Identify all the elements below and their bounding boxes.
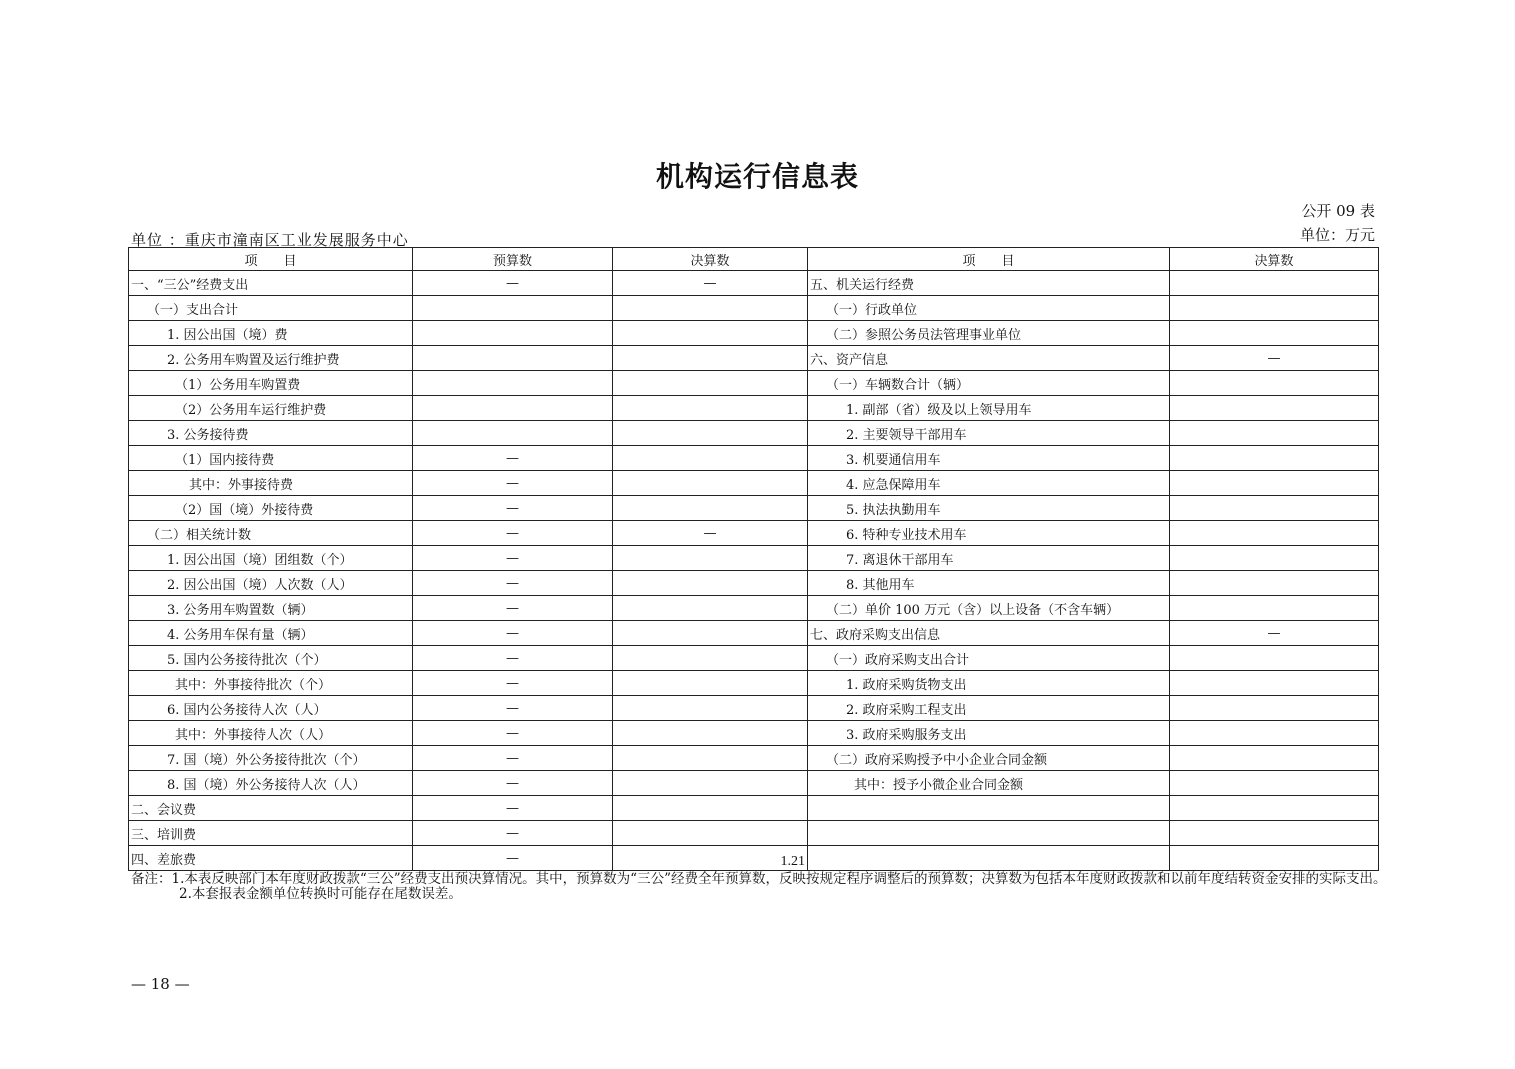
row-item-right: （二）单价 100 万元（含）以上设备（不含车辆）	[808, 596, 1170, 621]
row-item-right: 4. 应急保障用车	[808, 471, 1170, 496]
row-budget: —	[413, 746, 613, 771]
row-item-left: 四、差旅费	[129, 846, 413, 871]
row-final	[613, 471, 808, 496]
form-number: 公开 09 表	[1301, 202, 1375, 220]
row-final	[613, 546, 808, 571]
notes	[131, 872, 1387, 902]
table-row	[129, 321, 1379, 346]
row-final	[613, 671, 808, 696]
row-item-left: 2. 公务用车购置及运行维护费	[129, 346, 413, 371]
row-final: 1.21	[613, 846, 808, 871]
row-final-right	[1170, 321, 1379, 346]
row-item-right: （一）车辆数合计（辆）	[808, 371, 1170, 396]
table-row	[129, 571, 1379, 596]
row-final-right: —	[1170, 346, 1379, 371]
row-item-right: （一）政府采购支出合计	[808, 646, 1170, 671]
page-number: — 18 —	[131, 975, 190, 993]
row-final-right	[1170, 546, 1379, 571]
row-final-right	[1170, 746, 1379, 771]
table-row	[129, 671, 1379, 696]
table-row	[129, 746, 1379, 771]
row-item-left: （2）国（境）外接待费	[129, 496, 413, 521]
table-row	[129, 846, 1379, 871]
row-budget: —	[413, 671, 613, 696]
row-budget	[413, 371, 613, 396]
row-final-right	[1170, 821, 1379, 846]
row-budget: —	[413, 621, 613, 646]
note-line-2: 2.本套报表金额单位转换时可能存在尾数误差。	[179, 886, 462, 902]
row-final-right	[1170, 396, 1379, 421]
row-item-right: 2. 政府采购工程支出	[808, 696, 1170, 721]
row-budget	[413, 296, 613, 321]
row-budget	[413, 346, 613, 371]
row-item-right	[808, 821, 1170, 846]
row-final	[613, 321, 808, 346]
row-final-right	[1170, 721, 1379, 746]
row-budget: —	[413, 846, 613, 871]
header-item-right: 项 目	[808, 248, 1170, 271]
row-final-right	[1170, 371, 1379, 396]
row-final-right	[1170, 846, 1379, 871]
row-final-right	[1170, 696, 1379, 721]
row-item-left: 一、“三公”经费支出	[129, 271, 413, 296]
row-final-right	[1170, 421, 1379, 446]
header-budget: 预算数	[413, 248, 613, 271]
header-final: 决算数	[613, 248, 808, 271]
row-item-left: 5. 国内公务接待批次（个）	[129, 646, 413, 671]
row-budget: —	[413, 446, 613, 471]
row-final-right	[1170, 571, 1379, 596]
table-row	[129, 371, 1379, 396]
row-item-right: 1. 副部（省）级及以上领导用车	[808, 396, 1170, 421]
row-budget	[413, 396, 613, 421]
row-item-right: 五、机关运行经费	[808, 271, 1170, 296]
row-item-right: （一）行政单位	[808, 296, 1170, 321]
table-row	[129, 421, 1379, 446]
row-budget: —	[413, 821, 613, 846]
table-row	[129, 621, 1379, 646]
row-item-right	[808, 846, 1170, 871]
row-final-right: —	[1170, 621, 1379, 646]
row-item-right: 其中：授予小微企业合同金额	[808, 771, 1170, 796]
table-row	[129, 821, 1379, 846]
row-final	[613, 596, 808, 621]
row-final	[613, 621, 808, 646]
row-budget	[413, 321, 613, 346]
table-row	[129, 696, 1379, 721]
row-item-left: 3. 公务接待费	[129, 421, 413, 446]
row-budget: —	[413, 546, 613, 571]
row-final	[613, 721, 808, 746]
row-budget: —	[413, 571, 613, 596]
row-item-right: 六、资产信息	[808, 346, 1170, 371]
row-item-left: 二、会议费	[129, 796, 413, 821]
row-item-right: 1. 政府采购货物支出	[808, 671, 1170, 696]
table-row	[129, 721, 1379, 746]
row-item-left: 3. 公务用车购置数（辆）	[129, 596, 413, 621]
table-row	[129, 446, 1379, 471]
row-item-right: （二）政府采购授予中小企业合同金额	[808, 746, 1170, 771]
row-final	[613, 796, 808, 821]
row-budget: —	[413, 696, 613, 721]
row-final-right	[1170, 496, 1379, 521]
row-final: —	[613, 271, 808, 296]
note-line-1: 备注：1.本表反映部门本年度财政拨款“三公”经费支出预决算情况。其中，预算数为“三公”经费全年预算数，反映按规定程序调整后的预算数；决算数为包括本年度财政拨款和以前年度结转资金安排的实际支出。	[131, 871, 1387, 887]
table-row	[129, 546, 1379, 571]
table-header-row	[129, 248, 1379, 271]
header-final-right: 决算数	[1170, 248, 1379, 271]
row-final	[613, 396, 808, 421]
row-final	[613, 496, 808, 521]
row-item-left: 其中：外事接待批次（个）	[129, 671, 413, 696]
row-item-left: （1）国内接待费	[129, 446, 413, 471]
row-item-right: （二）参照公务员法管理事业单位	[808, 321, 1170, 346]
row-final-right	[1170, 446, 1379, 471]
row-final-right	[1170, 521, 1379, 546]
row-item-right: 七、政府采购支出信息	[808, 621, 1170, 646]
row-final: —	[613, 521, 808, 546]
row-final-right	[1170, 596, 1379, 621]
row-item-right: 3. 政府采购服务支出	[808, 721, 1170, 746]
row-final	[613, 446, 808, 471]
row-item-right: 7. 离退休干部用车	[808, 546, 1170, 571]
row-final	[613, 696, 808, 721]
row-final	[613, 371, 808, 396]
table-row	[129, 646, 1379, 671]
row-item-left: 4. 公务用车保有量（辆）	[129, 621, 413, 646]
row-final	[613, 346, 808, 371]
row-budget: —	[413, 471, 613, 496]
row-budget: —	[413, 596, 613, 621]
row-final-right	[1170, 296, 1379, 321]
row-item-right: 2. 主要领导干部用车	[808, 421, 1170, 446]
row-final	[613, 571, 808, 596]
row-budget: —	[413, 721, 613, 746]
table-row	[129, 346, 1379, 371]
row-item-left: 1. 因公出国（境）费	[129, 321, 413, 346]
info-table	[128, 247, 1379, 871]
row-item-right: 5. 执法执勤用车	[808, 496, 1170, 521]
table-row	[129, 396, 1379, 421]
table-row	[129, 596, 1379, 621]
table-row	[129, 771, 1379, 796]
row-item-left: 7. 国（境）外公务接待批次（个）	[129, 746, 413, 771]
table-row	[129, 521, 1379, 546]
row-item-left: 1. 因公出国（境）团组数（个）	[129, 546, 413, 571]
row-final	[613, 646, 808, 671]
row-final	[613, 821, 808, 846]
row-item-left: 2. 因公出国（境）人次数（人）	[129, 571, 413, 596]
row-item-right	[808, 796, 1170, 821]
row-budget: —	[413, 496, 613, 521]
row-final-right	[1170, 471, 1379, 496]
row-item-right: 6. 特种专业技术用车	[808, 521, 1170, 546]
table-row	[129, 271, 1379, 296]
table-row	[129, 496, 1379, 521]
row-item-left: 三、培训费	[129, 821, 413, 846]
row-final	[613, 746, 808, 771]
row-final	[613, 296, 808, 321]
table-row	[129, 471, 1379, 496]
header-item: 项 目	[129, 248, 413, 271]
row-final	[613, 421, 808, 446]
row-final	[613, 771, 808, 796]
row-budget: —	[413, 521, 613, 546]
row-item-right: 3. 机要通信用车	[808, 446, 1170, 471]
row-final-right	[1170, 771, 1379, 796]
row-item-right: 8. 其他用车	[808, 571, 1170, 596]
row-final-right	[1170, 271, 1379, 296]
row-budget: —	[413, 646, 613, 671]
table-row	[129, 796, 1379, 821]
organization-unit: 单位 ：重庆市潼南区工业发展服务中心	[131, 231, 409, 249]
row-final-right	[1170, 646, 1379, 671]
row-item-left: （二）相关统计数	[129, 521, 413, 546]
row-item-left: 其中：外事接待费	[129, 471, 413, 496]
currency-unit: 单位：万元	[1299, 226, 1375, 244]
row-final-right	[1170, 796, 1379, 821]
row-item-left: 其中：外事接待人次（人）	[129, 721, 413, 746]
row-budget: —	[413, 796, 613, 821]
row-item-left: 8. 国（境）外公务接待人次（人）	[129, 771, 413, 796]
row-budget: —	[413, 771, 613, 796]
row-budget	[413, 421, 613, 446]
row-final-right	[1170, 671, 1379, 696]
table-row	[129, 296, 1379, 321]
row-item-left: 6. 国内公务接待人次（人）	[129, 696, 413, 721]
row-item-left: （2）公务用车运行维护费	[129, 396, 413, 421]
row-item-left: （一）支出合计	[129, 296, 413, 321]
row-item-left: （1）公务用车购置费	[129, 371, 413, 396]
row-budget: —	[413, 271, 613, 296]
page-title: 机构运行信息表	[655, 160, 859, 193]
